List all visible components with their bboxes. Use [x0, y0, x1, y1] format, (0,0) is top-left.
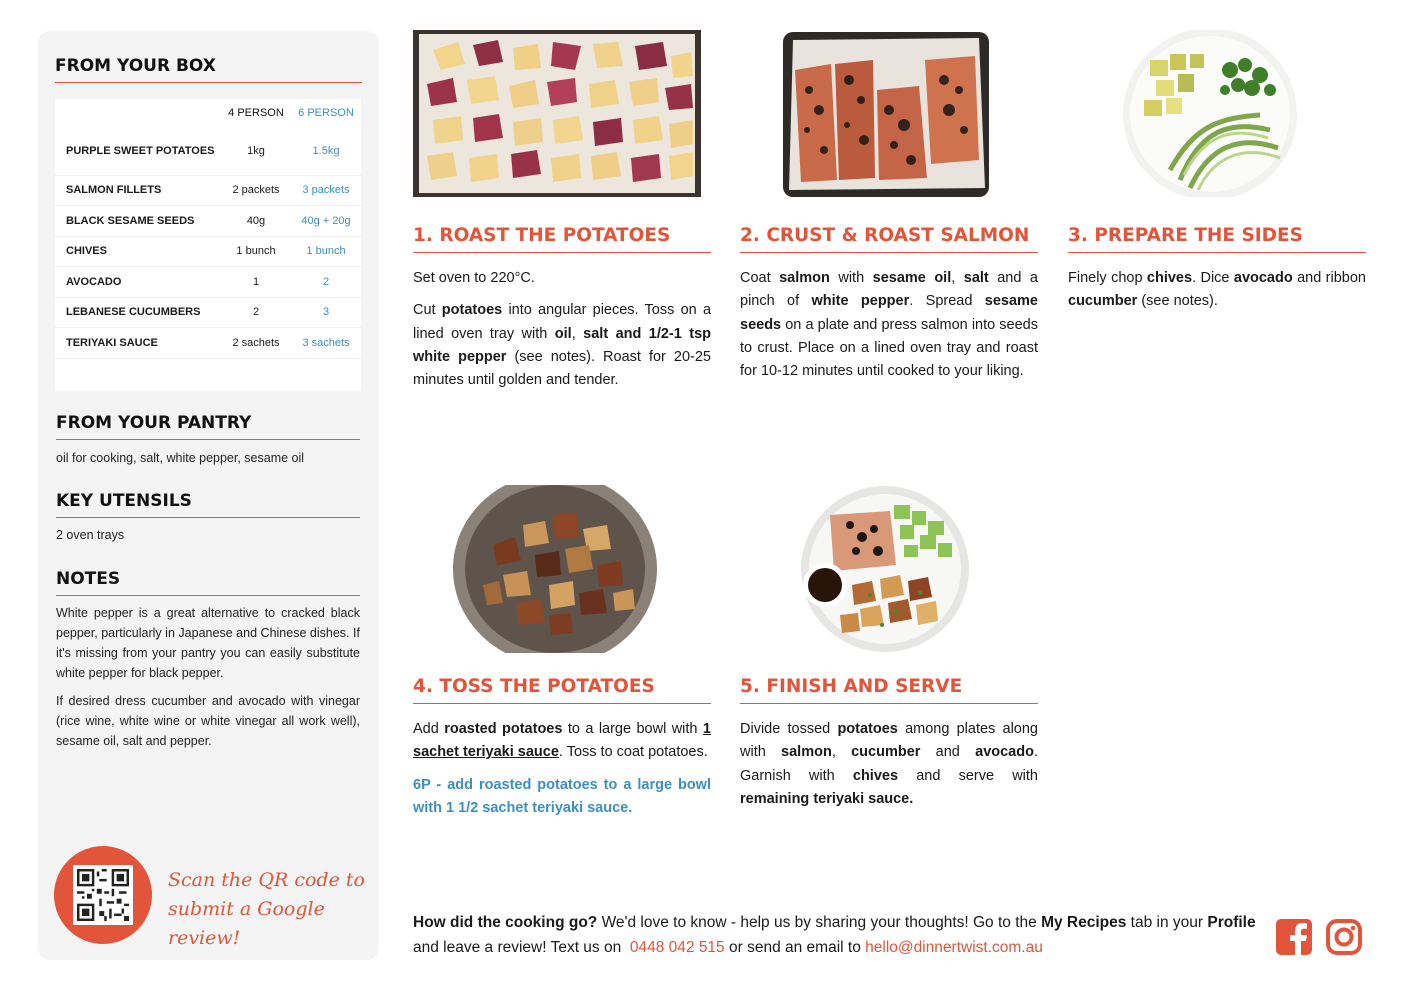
qr-instruction-line: submit a Google review! [168, 898, 325, 949]
table-row [55, 127, 361, 175]
step2-title: 2. CRUST & ROAST SALMON [740, 225, 1038, 253]
step5-title: 5. FINISH AND SERVE [740, 676, 1038, 704]
ingredient-name: SALMON FILLETS [55, 175, 221, 206]
step3-title: 3. PREPARE THE SIDES [1068, 225, 1366, 253]
table-row [55, 267, 361, 298]
instagram-icon[interactable] [1325, 918, 1363, 956]
table-row [55, 175, 361, 206]
step4-photo [453, 485, 658, 653]
step4-title: 4. TOSS THE POTATOES [413, 676, 711, 704]
profile-link[interactable]: Profile [1207, 914, 1256, 931]
table-row [55, 206, 361, 237]
pantry-text: oil for cooking, salt, white pepper, sesame oil [56, 451, 305, 465]
sesame-salmon-tray-image [779, 30, 989, 197]
notes-text [56, 603, 360, 759]
step1-title: 1. ROAST THE POTATOES [413, 225, 711, 253]
qr-code[interactable] [73, 865, 133, 925]
header-4-person: 4 PERSON [228, 107, 284, 119]
qty-6: 2 [291, 267, 361, 298]
utensils-text: 2 oven trays [56, 528, 125, 542]
qr-instruction-line: Scan the QR code to [168, 869, 365, 891]
roasted-potatoes-tray-image [413, 30, 701, 197]
qty-4: 1 [221, 267, 291, 298]
ingredient-name: TERIYAKI SAUCE [55, 328, 221, 359]
notes-paragraph: White pepper is a great alternative to cracked black pepper, particularly in Japanese and Chinese dishes. If it's missing from your pantry you can easily substitute white pepper for black pepper. [56, 606, 360, 680]
utensils-title: KEY UTENSILS [56, 491, 360, 518]
email-link[interactable]: hello@dinnertwist.com.au [865, 939, 1043, 956]
pantry-title: FROM YOUR PANTRY [56, 413, 360, 440]
qr-badge [54, 846, 152, 944]
qty-6: 3 packets [291, 175, 361, 206]
qty-4: 2 packets [221, 175, 291, 206]
step5-photo [800, 485, 970, 653]
ingredient-name: PURPLE SWEET POTATOES [55, 127, 221, 175]
qty-6: 1.5kg [291, 127, 361, 175]
header-6-person: 6 PERSON [298, 107, 354, 119]
table-row [55, 236, 361, 267]
teriyaki-potatoes-bowl-image [453, 485, 658, 653]
step1-text: Set oven to 220°C. [413, 270, 535, 286]
qty-4: 40g [221, 206, 291, 237]
step3-photo [1120, 30, 1300, 197]
step3-body [1068, 267, 1366, 323]
table-row [55, 297, 361, 328]
feedback-footer: How did the cooking go? We'd love to know - help us by sharing your thoughts! Go to the My Recipes tab in your Profile and leave a review! Text us on 0448 042 515 or send an email to hello@dinnertwist.com.au [413, 914, 1256, 956]
chives-avocado-cucumber-image [1120, 30, 1300, 197]
qty-4: 1kg [221, 127, 291, 175]
qty-6: 40g + 20g [291, 206, 361, 237]
step3-text: Finely chop chives. Dice avocado and ribbon cucumber (see notes). [1068, 270, 1366, 310]
step5-body [740, 718, 1038, 820]
from-your-box-title: FROM YOUR BOX [55, 56, 362, 83]
ingredient-name: AVOCADO [55, 267, 221, 298]
table-row [55, 328, 361, 359]
qr-instruction [168, 866, 368, 953]
qr-code-icon [77, 869, 129, 921]
step2-body [740, 267, 1038, 392]
step2-photo [779, 30, 989, 197]
step1-photo [413, 30, 701, 197]
step4-body [413, 718, 711, 829]
qty-4: 1 bunch [221, 236, 291, 267]
my-recipes-link[interactable]: My Recipes [1041, 914, 1127, 931]
step4-6p-note: 6P - add roasted potatoes to a large bowl with 1 1/2 sachet teriyaki sauce. [413, 776, 711, 816]
ingredient-name: LEBANESE CUCUMBERS [55, 297, 221, 328]
step5-text: Divide tossed potatoes among plates along with salmon, cucumber and avocado. Garnish with chives and serve with remaining teriyaki sauce. [740, 721, 1038, 807]
step4-text: Add roasted potatoes to a large bowl with 1 sachet teriyaki sauce. Toss to coat potatoes. [413, 721, 711, 761]
qty-6: 3 [291, 297, 361, 328]
notes-title: NOTES [56, 569, 360, 596]
qty-6: 3 sachets [291, 328, 361, 359]
step2-text: Coat salmon with sesame oil, salt and a pinch of white pepper. Spread sesame seeds on a plate and press salmon into seeds to crust. Place on a lined oven tray and roast for 10-12 minutes until cooked to your liking. [740, 270, 1038, 380]
footer-question: How did the cooking go? [413, 914, 598, 931]
finished-plate-image [800, 485, 970, 653]
ingredients-table [55, 99, 361, 391]
notes-paragraph: If desired dress cucumber and avocado with vinegar (rice wine, white wine or white vinegar all work well), sesame oil, salt and pepper. [56, 694, 360, 748]
qty-6: 1 bunch [291, 236, 361, 267]
step1-body [413, 267, 711, 401]
facebook-icon[interactable] [1275, 918, 1313, 956]
step1-text: Cut potatoes into angular pieces. Toss on a lined oven tray with oil, salt and 1/2-1 tsp white pepper (see notes). Roast for 20-25 minutes until golden and tender. [413, 302, 712, 389]
ingredient-name: BLACK SESAME SEEDS [55, 206, 221, 237]
qty-4: 2 [221, 297, 291, 328]
phone-link[interactable]: 0448 042 515 [629, 939, 725, 956]
ingredient-name: CHIVES [55, 236, 221, 267]
table-header-row [55, 99, 361, 127]
qty-4: 2 sachets [221, 328, 291, 359]
